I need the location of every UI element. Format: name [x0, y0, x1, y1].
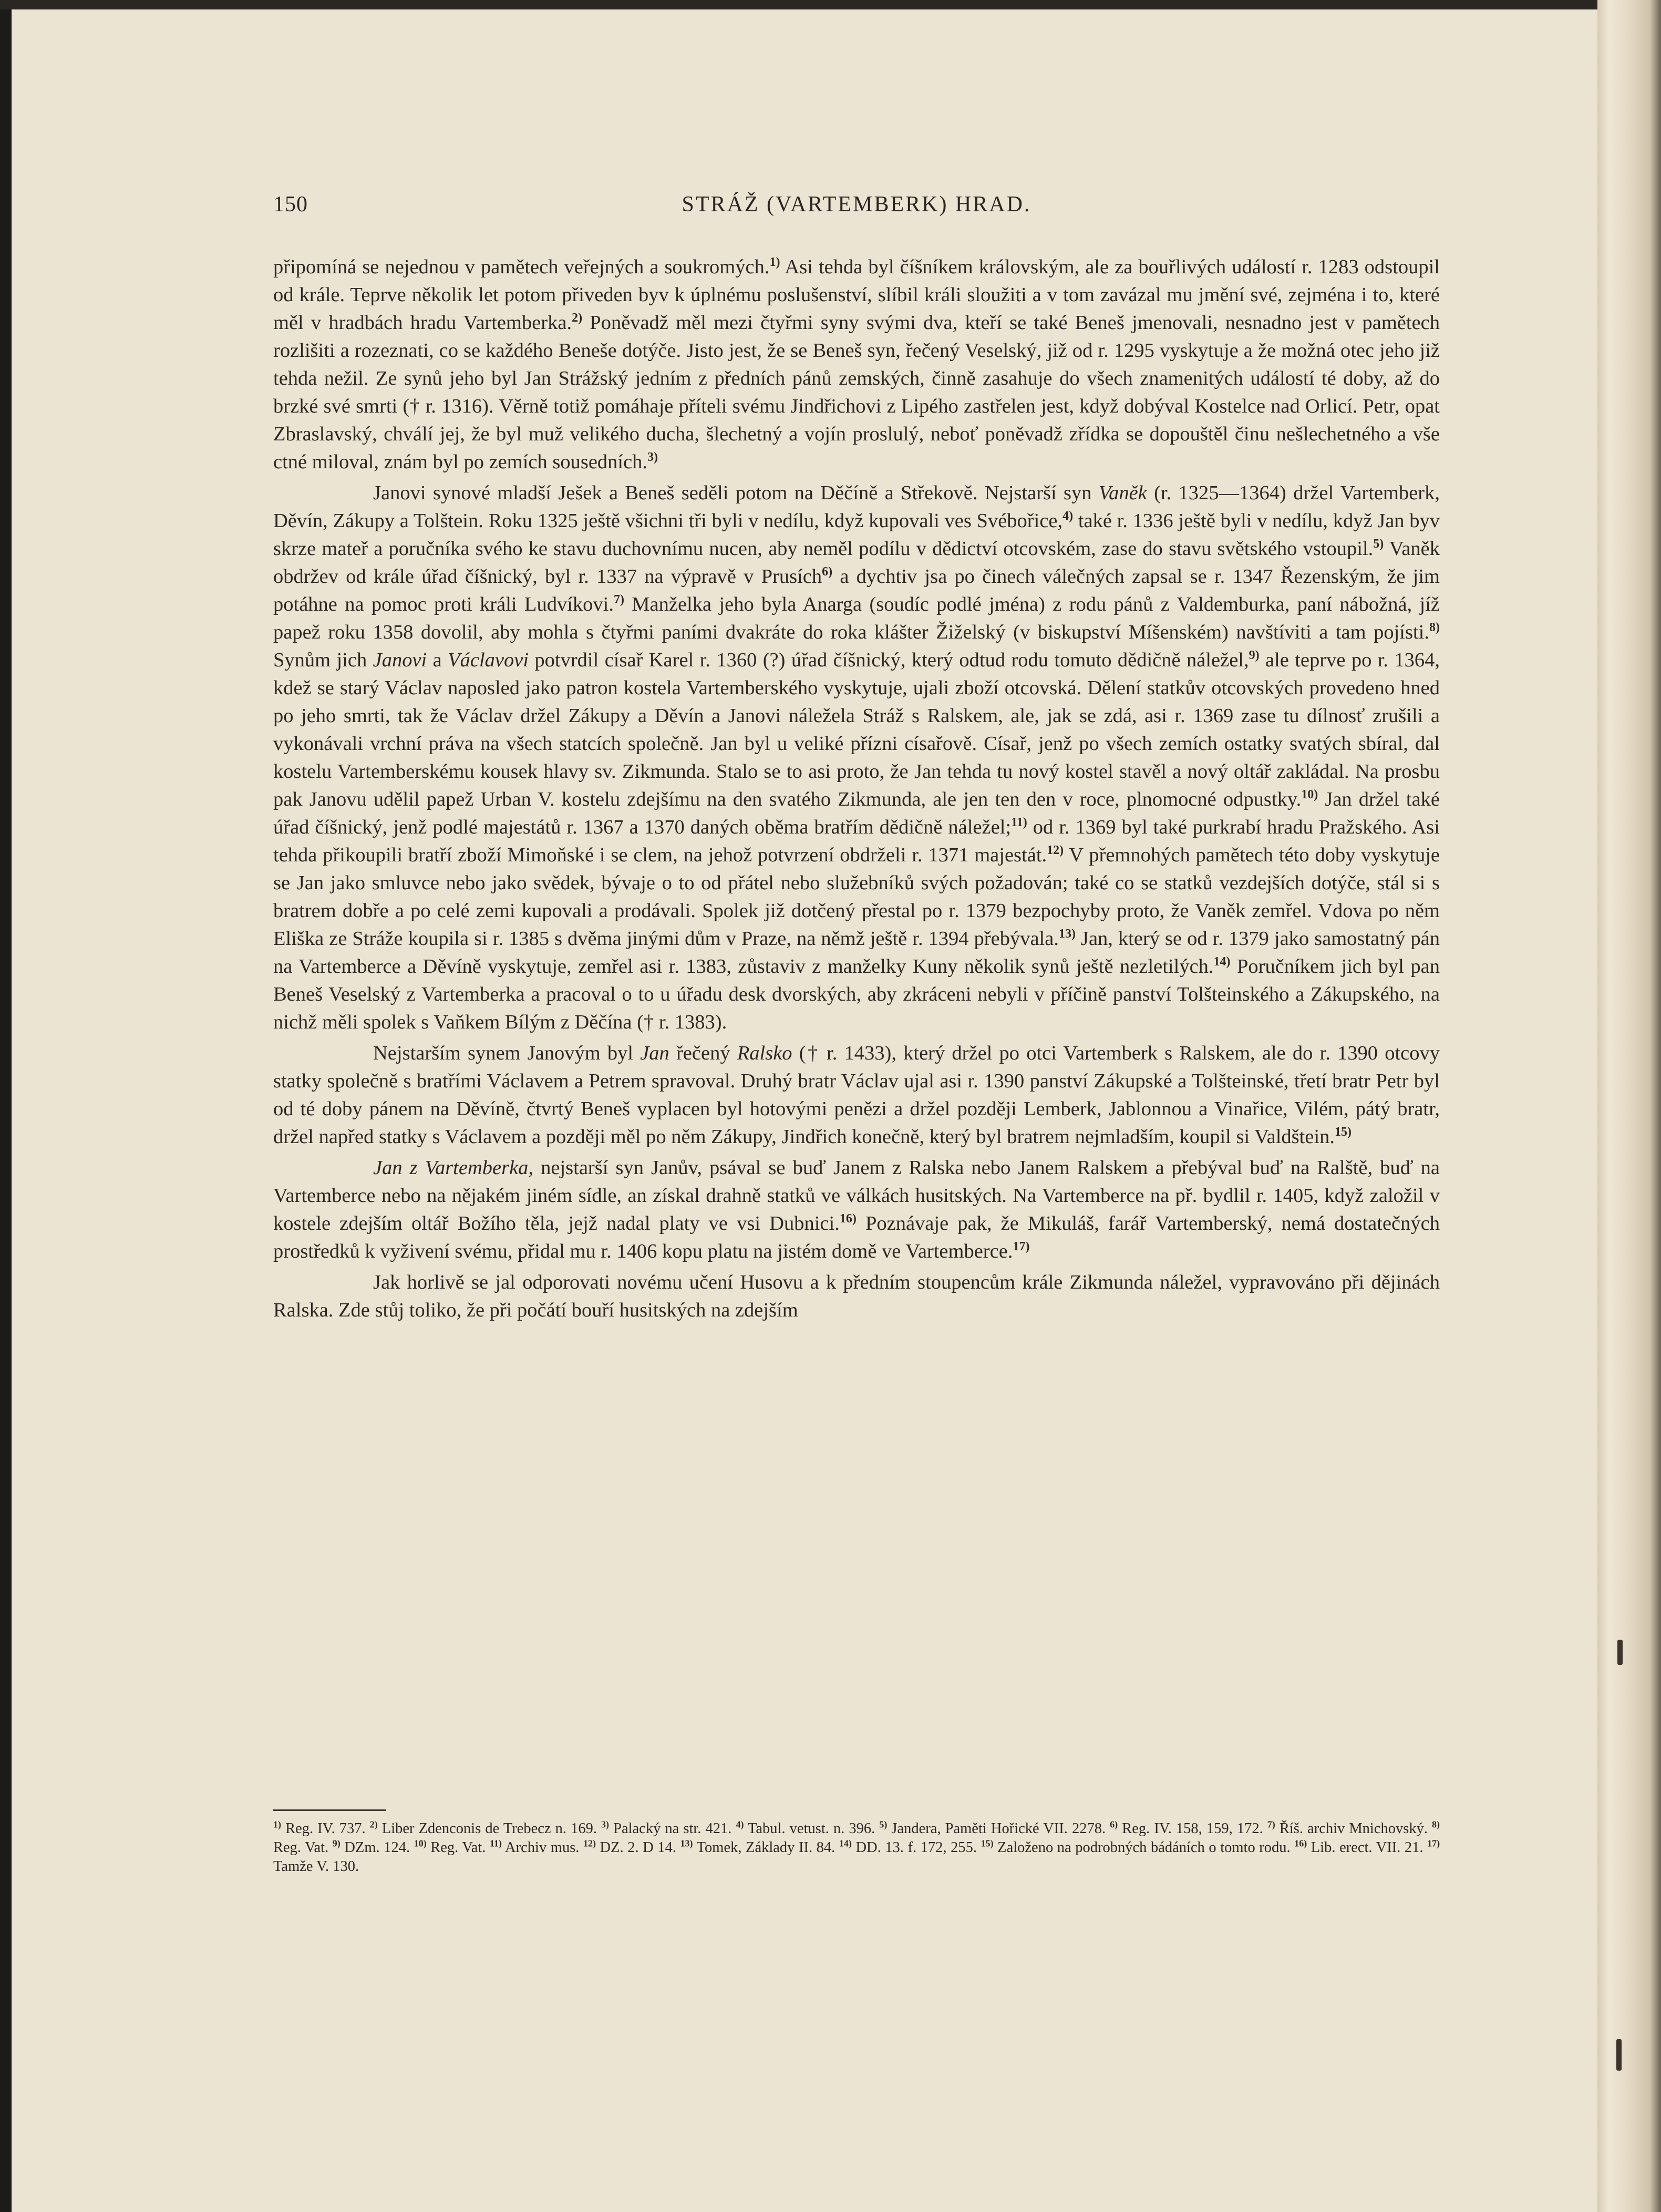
- footnote-ref: 16): [839, 1212, 857, 1226]
- footnote-ref: 17): [1013, 1240, 1030, 1254]
- italic-name: Janovi: [373, 649, 427, 671]
- footnote-text: Reg. IV. 158, 159, 172.: [1118, 1820, 1263, 1837]
- text-run: Jak horlivě se jal odporovati novému učení Husovu a k předním stoupencům krále Zikmunda náležel, vypravováno při dějinách Ralska. Zde stůj toliko, že při počátí bouří husitských na zdejším: [273, 1271, 1440, 1321]
- text-run: potvrdil císař Karel r. 1360 (?) úřad číšnický, který odtud rodu tomuto dědičně náležel,: [529, 649, 1249, 671]
- text-run: Jan držel také úřad číšnický, jenž podlé majestátů r. 1367 a 1370 daných oběma bratřím dědičně náležel;: [273, 788, 1440, 838]
- footnote-text: DD. 13. f. 172, 255.: [851, 1839, 977, 1856]
- margin-mark: [1616, 2039, 1622, 2071]
- text-run: Asi tehda byl číšníkem královským, ale za bouřlivých událostí r. 1283 odstoupil od krále. Teprve několik let potom přiveden byv k úplnému poslušenství, slíbil králi sloužiti a v tom zavázal mu jmění své, zejména i to, které měl v hradbách hradu Vartemberka.: [273, 256, 1440, 334]
- paragraph: [273, 1040, 1440, 1151]
- footnote-number: 2): [369, 1819, 378, 1830]
- text-run: Poněvadž měl mezi čtyřmi syny svými dva, kteří se také Beneš jmenovali, nesnadno jest v pamětech rozlišiti a rozeznati, co se každého Beneše dotýče. Jisto jest, že se Beneš syn, řečený Veselský, již od r. 1295 vyskytuje a že možná otec jeho již tehda nežil. Ze synů jeho byl Jan Strážský jedním z předních pánů zemských, činně zasahuje do všech znamenitých událostí té doby, až do brzké své smrti († r. 1316). Věrně totiž pomáhaje příteli svému Jindřichovi z Lipého zastřelen jest, když dobýval Kostelce nad Orlicí. Petr, opat Zbraslavský, chválí jej, že byl muž velikého ducha, šlechetný a vojín proslulý, neboť poněvadž zřídka se dopouštěl činu nešlechetného a vše ctné miloval, znám byl po zemích sousedních.: [273, 312, 1440, 473]
- footnote-number: 4): [736, 1819, 744, 1830]
- footnote-text: Založeno na podrobných bádáních o tomto rodu.: [993, 1839, 1291, 1856]
- footnote-number: 11): [490, 1838, 502, 1849]
- margin-mark: [1617, 1640, 1623, 1665]
- footnote-ref: 8): [1429, 621, 1440, 635]
- footnote-number: 12): [583, 1838, 596, 1849]
- italic-name: Václavovi: [448, 649, 529, 671]
- footnote-text: Reg. Vat.: [426, 1839, 486, 1856]
- footnote-ref: 15): [1335, 1125, 1352, 1139]
- footnote-text: Archiv mus.: [502, 1839, 580, 1856]
- italic-name: Vaněk: [1098, 482, 1147, 504]
- footnote-ref: 5): [1373, 537, 1384, 551]
- running-header: [273, 192, 1440, 223]
- paragraph: [273, 479, 1440, 1036]
- text-run: Nejstarším synem Janovým byl: [373, 1042, 641, 1064]
- paragraph: [273, 1269, 1440, 1324]
- text-run: Janovi synové mladší Ješek a Beneš seděli potom na Děčíně a Střekově. Nejstarší syn: [373, 482, 1099, 504]
- footnote-ref: 13): [1058, 927, 1076, 941]
- footnote-number: 5): [879, 1819, 888, 1830]
- footnote-number: 17): [1427, 1838, 1440, 1849]
- text-run: řečený: [669, 1042, 737, 1064]
- footnote-text: Tabul. vetust. n. 396.: [744, 1820, 875, 1837]
- footnote-text: Jandera, Paměti Hořické VII. 2278.: [887, 1820, 1106, 1837]
- footnote-text: Lib. erect. VII. 21.: [1307, 1839, 1423, 1856]
- footnote-ref: 4): [1062, 509, 1074, 523]
- footnote-text: Tamže V. 130.: [273, 1858, 359, 1875]
- footnote-number: 15): [981, 1838, 994, 1849]
- text-run: Poznávaje pak, že Mikuláš, farář Vartemberský, nemá dostatečných prostředků k vyživení svému, přidal mu r. 1406 kopu platu na jistém domě ve Vartemberce.: [273, 1212, 1440, 1262]
- text-run: V přemnohých pamětech této doby vyskytuje se Jan jako smluvce nebo jako svědek, bývaje o to od přátel nebo služebníků svých požadován; také co se statků vezdejších dotýče, stál si s bratrem dobře a po celé zemi kupovali a prodávali. Spolek již dotčený přestal po r. 1379 bezpochyby proto, že Vaněk zemřel. Vdova po něm Eliška ze Stráže koupila si r. 1385 s dvěma jinými dům v Praze, na němž ještě r. 1394 přebývala.: [273, 844, 1440, 950]
- text-run: Manželka jeho byla Anarga (soudíc podlé jména) z rodu pánů z Valdemburka, paní nábožná, jíž papež roku 1358 dovolil, aby mohla s čtyřmi paními dvakráte do roka klášter Žiželský (v biskupství Míšenském) navštíviti a tam pojísti.: [273, 593, 1440, 643]
- footnote-text: Tomek, Základy II. 84.: [693, 1839, 835, 1856]
- footnote-number: 8): [1432, 1819, 1440, 1830]
- text-run: Synům jich: [273, 649, 373, 671]
- italic-name: Jan z Vartemberka,: [373, 1157, 534, 1179]
- footnote-number: 13): [680, 1838, 693, 1849]
- footnote-text: Palacký na str. 421.: [609, 1820, 732, 1837]
- footnote-ref: 6): [822, 565, 833, 579]
- footnote-divider: [273, 1809, 386, 1811]
- text-run: od r. 1369 byl také purkrabí hradu Pražského. Asi tehda přikoupili bratří zboží Mimoňské i se clem, na jehož potvrzení obdrželi r. 1371 majestát.: [273, 816, 1440, 866]
- footnote-number: 14): [839, 1838, 852, 1849]
- footnote-number: 9): [332, 1838, 341, 1849]
- paragraph: [273, 1154, 1440, 1266]
- text-run: (r. 1325—1364) držel Vartemberk, Děvín, Zákupy a Tolštein. Roku 1325 ještě všichni tři byli v nedílu, když kupovali ves Svébořice,: [273, 482, 1440, 532]
- footnote-text: Liber Zdenconis de Trebecz n. 169.: [377, 1820, 597, 1837]
- text-run: také r. 1336 ještě byli v nedílu, když Jan byv skrze mateř a poručníka svého ke stavu duchovnímu nucen, aby neměl podílu v dědictví otcovském, zase do stavu světského vstoupil.: [273, 510, 1440, 560]
- footnote-ref: 11): [1011, 816, 1027, 830]
- text-run: Jan, který se od r. 1379 jako samostatný pán na Vartemberce a Děvíně vyskytuje, zemřel asi r. 1383, zůstaviv z manželky Kuny několik synů ještě nezletilých.: [273, 928, 1440, 978]
- running-title: STRÁŽ (VARTEMBERK) HRAD.: [682, 192, 1031, 217]
- footnote-number: 16): [1294, 1838, 1307, 1849]
- page-number: 150: [273, 192, 308, 217]
- footnote-ref: 14): [1213, 955, 1231, 969]
- footnote-number: 7): [1267, 1819, 1275, 1830]
- footnote-text: DZm. 124.: [340, 1839, 410, 1856]
- text-run: připomíná se nejednou v pamětech veřejných a soukromých.: [273, 256, 770, 278]
- page-edge: [1597, 0, 1661, 2212]
- paragraph: [273, 253, 1440, 476]
- footnote-ref: 12): [1047, 843, 1064, 858]
- footnote-ref: 2): [572, 311, 583, 325]
- text-run: a: [427, 649, 448, 671]
- text-run: Poručníkem jich byl pan Beneš Veselský z Vartemberka a pracoval o to u úřadu desk dvorských, aby zkráceni nebyli v příčině panství Tolšteinského a Zákupského, na nichž měli spolek s Vaňkem Bílým z Děčína († r. 1383).: [273, 955, 1440, 1033]
- footnote-number: 3): [601, 1819, 610, 1830]
- footnote-ref: 1): [769, 255, 780, 270]
- text-run: († r. 1433), který držel po otci Vartemberk s Ralskem, ale do r. 1390 otcovy statky společně s bratřími Václavem a Petrem spravoval. Druhý bratr Václav ujal asi r. 1390 panství Zákupské a Tolšteinské, třetí bratr Petr byl od té doby pánem na Děvíně, čtvrtý Beneš vyplacen byl hotovými penězi a držel později Lemberk, Jablonnou a Vinařice, Vilém, pátý bratr, držel napřed statky s Václavem a později měl po něm Zákupy, Jindřich konečně, který byl bratrem nejmladším, koupil si Valdštein.: [273, 1042, 1440, 1148]
- footnote-text: Reg. IV. 737.: [281, 1820, 366, 1837]
- footnote-text: Říš. archiv Mnichovský.: [1275, 1820, 1428, 1837]
- footnote-number: 6): [1110, 1819, 1118, 1830]
- footnote-text: DZ. 2. D 14.: [595, 1839, 676, 1856]
- text-run: ale teprve po r. 1364, kdež se starý Václav naposled jako patron kostela Vartemberského vyskytuje, ujali zboží otcovská. Dělení statkův otcovských provedeno hned po jeho smrti, tak že Václav držel Zákupy a Děvín a Janovi náležela Stráž s Ralskem, ale, jak se zdá, asi r. 1369 zase tu dílnosť zrušili a vykonávali vrchní práva na všech statcích společně. Jan byl u veliké přízni císařově. Císař, jenž po všech zemích ostatky svatých sbíral, dal kostelu Vartemberskému kousek hlavy sv. Zikmunda. Stalo se to asi proto, že Jan tehda tu nový kostel stavěl a nový oltář zakládal. Na prosbu pak Janovu udělil papež Urban V. kostelu zdejšímu na den svatého Zikmunda, ale jen ten den v roce, plnomocné odpustky.: [273, 649, 1440, 810]
- text-run: nejstarší syn Janův, psával se buď Janem z Ralska nebo Janem Ralskem a přebýval buď na Ralště, buď na Vartemberce nebo na nějakém jiném sídle, an získal drahně statků ve válkách husitských. Na Vartemberce na př. bydlil r. 1405, když založil v kostele zdejším oltář Božího těla, jejž nadal platy ve vsi Dubnici.: [273, 1157, 1440, 1234]
- footnote-ref: 7): [613, 593, 624, 607]
- italic-name: Ralsko: [737, 1042, 792, 1064]
- footnote-ref: 3): [647, 450, 658, 465]
- footnote-number: 10): [414, 1838, 427, 1849]
- text-run: Vaněk obdržev od krále úřad číšnický, byl r. 1337 na výpravě v Prusích: [273, 538, 1440, 588]
- text-run: a dychtiv jsa po činech válečných zapsal se r. 1347 Řezenským, že jim potáhne na pomoc proti králi Ludvíkovi.: [273, 565, 1440, 615]
- footnotes: [273, 1819, 1440, 1876]
- footnote-text: Reg. Vat.: [273, 1839, 329, 1856]
- footnote-ref: 9): [1249, 649, 1260, 663]
- body-text: [273, 253, 1440, 1328]
- footnote-number: 1): [273, 1819, 281, 1830]
- italic-name: Jan: [640, 1042, 669, 1064]
- footnote-ref: 10): [1301, 788, 1318, 802]
